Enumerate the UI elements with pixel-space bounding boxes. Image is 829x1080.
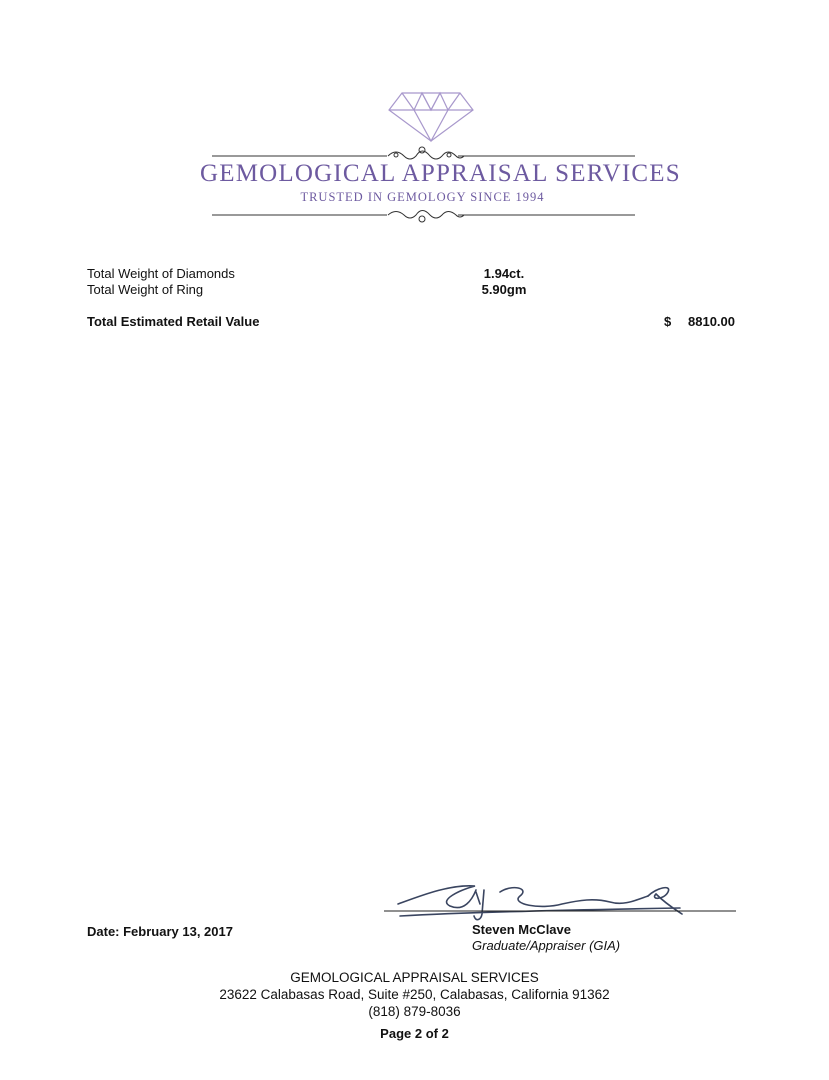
diamond-icon bbox=[389, 93, 473, 141]
retail-value-label: Total Estimated Retail Value bbox=[87, 314, 260, 329]
diamonds-weight-value: 1.94ct. bbox=[483, 266, 525, 281]
diamonds-weight-label: Total Weight of Diamonds bbox=[87, 266, 235, 281]
lower-ornament bbox=[212, 211, 635, 223]
signatory-name: Steven McClave bbox=[472, 922, 571, 937]
footer-company-name: GEMOLOGICAL APPRAISAL SERVICES bbox=[290, 970, 539, 985]
page-number: Page 2 of 2 bbox=[380, 1026, 449, 1041]
ring-weight-label: Total Weight of Ring bbox=[87, 282, 204, 297]
retail-value-amount: 8810.00 bbox=[688, 314, 735, 329]
letterhead-logo bbox=[200, 88, 681, 228]
currency-symbol: $ bbox=[664, 314, 672, 329]
signatory-title: Graduate/Appraiser (GIA) bbox=[472, 938, 621, 953]
footer-address: 23622 Calabasas Road, Suite #250, Calabasas, California 91362 bbox=[219, 987, 610, 1002]
company-name-heading: GEMOLOGICAL APPRAISAL SERVICES bbox=[200, 160, 681, 187]
company-tagline: TRUSTED IN GEMOLOGY SINCE 1994 bbox=[300, 190, 545, 204]
appraisal-date: Date: February 13, 2017 bbox=[87, 924, 233, 939]
upper-ornament bbox=[212, 147, 635, 159]
handwritten-signature bbox=[380, 870, 740, 926]
ring-weight-value: 5.90gm bbox=[481, 282, 527, 297]
footer-phone: (818) 879-8036 bbox=[368, 1004, 461, 1019]
